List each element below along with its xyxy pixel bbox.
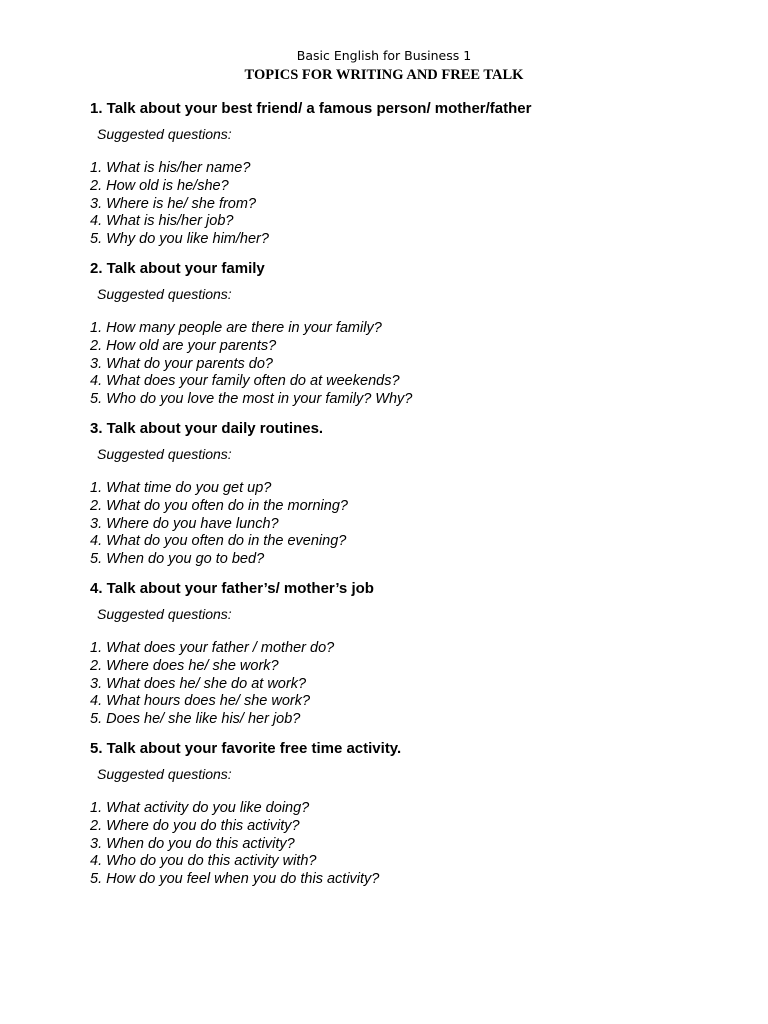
suggested-questions-label: Suggested questions:: [97, 126, 232, 142]
course-name: Basic English for Business 1: [296, 48, 472, 63]
question-item: 5. Why do you like him/her?: [90, 231, 269, 248]
topic-section: [90, 739, 710, 889]
question-item: 5. When do you go to bed?: [90, 551, 265, 568]
question-item: 5. How do you feel when you do this activity?: [90, 871, 380, 888]
question-item: 1. What is his/her name?: [90, 160, 251, 176]
topic-heading: 3. Talk about your daily routines.: [90, 419, 324, 437]
question-item: 2. How old are your parents?: [90, 337, 277, 354]
topic-section: [90, 99, 710, 249]
question-list: [90, 160, 710, 249]
topic-heading: 5. Talk about your favorite free time activity.: [90, 739, 402, 757]
question-item: 1. What activity do you like doing?: [90, 799, 310, 816]
question-list: [90, 640, 710, 729]
topics-list: [90, 99, 710, 899]
question-item: 1. What time do you get up?: [90, 479, 272, 496]
topic-section: [90, 419, 710, 569]
suggested-questions-label: Suggested questions:: [97, 285, 232, 302]
question-item: 1. How many people are there in your family?: [90, 319, 382, 336]
question-item: 4. Who do you do this activity with?: [90, 853, 317, 870]
question-list: [90, 800, 710, 889]
question-item: 3. What does he/ she do at work?: [90, 675, 307, 692]
suggested-questions-label: Suggested questions:: [97, 605, 232, 622]
question-item: 3. Where is he/ she from?: [90, 195, 257, 212]
question-item: 3. Where do you have lunch?: [90, 515, 279, 532]
topic-heading: 1. Talk about your best friend/ a famous person/ mother/father: [90, 100, 532, 117]
question-item: 4. What is his/her job?: [90, 213, 234, 230]
question-list: [90, 480, 710, 569]
question-item: 2. How old is he/she?: [90, 177, 229, 194]
question-item: 2. Where do you do this activity?: [90, 817, 300, 834]
question-item: 2. Where does he/ she work?: [90, 657, 279, 674]
question-item: 5. Who do you love the most in your family? Why?: [90, 391, 413, 408]
topic-heading: 2. Talk about your family: [90, 259, 265, 277]
question-item: 5. Does he/ she like his/ her job?: [90, 711, 301, 728]
topic-section: [90, 259, 710, 409]
topic-section: [90, 579, 710, 729]
question-item: 1. What does your father / mother do?: [90, 639, 335, 656]
suggested-questions-label: Suggested questions:: [97, 765, 232, 782]
question-item: 4. What does your family often do at weekends?: [90, 373, 400, 390]
question-item: 4. What hours does he/ she work?: [90, 693, 311, 710]
question-item: 3. When do you do this activity?: [90, 835, 295, 852]
question-item: 4. What do you often do in the evening?: [90, 533, 347, 550]
document-title: TOPICS FOR WRITING AND FREE TALK: [244, 67, 524, 83]
question-item: 2. What do you often do in the morning?: [90, 497, 348, 514]
topic-heading: 4. Talk about your father’s/ mother’s job: [90, 579, 374, 597]
question-item: 3. What do your parents do?: [90, 355, 273, 372]
question-list: [90, 320, 710, 409]
suggested-questions-label: Suggested questions:: [97, 445, 232, 462]
